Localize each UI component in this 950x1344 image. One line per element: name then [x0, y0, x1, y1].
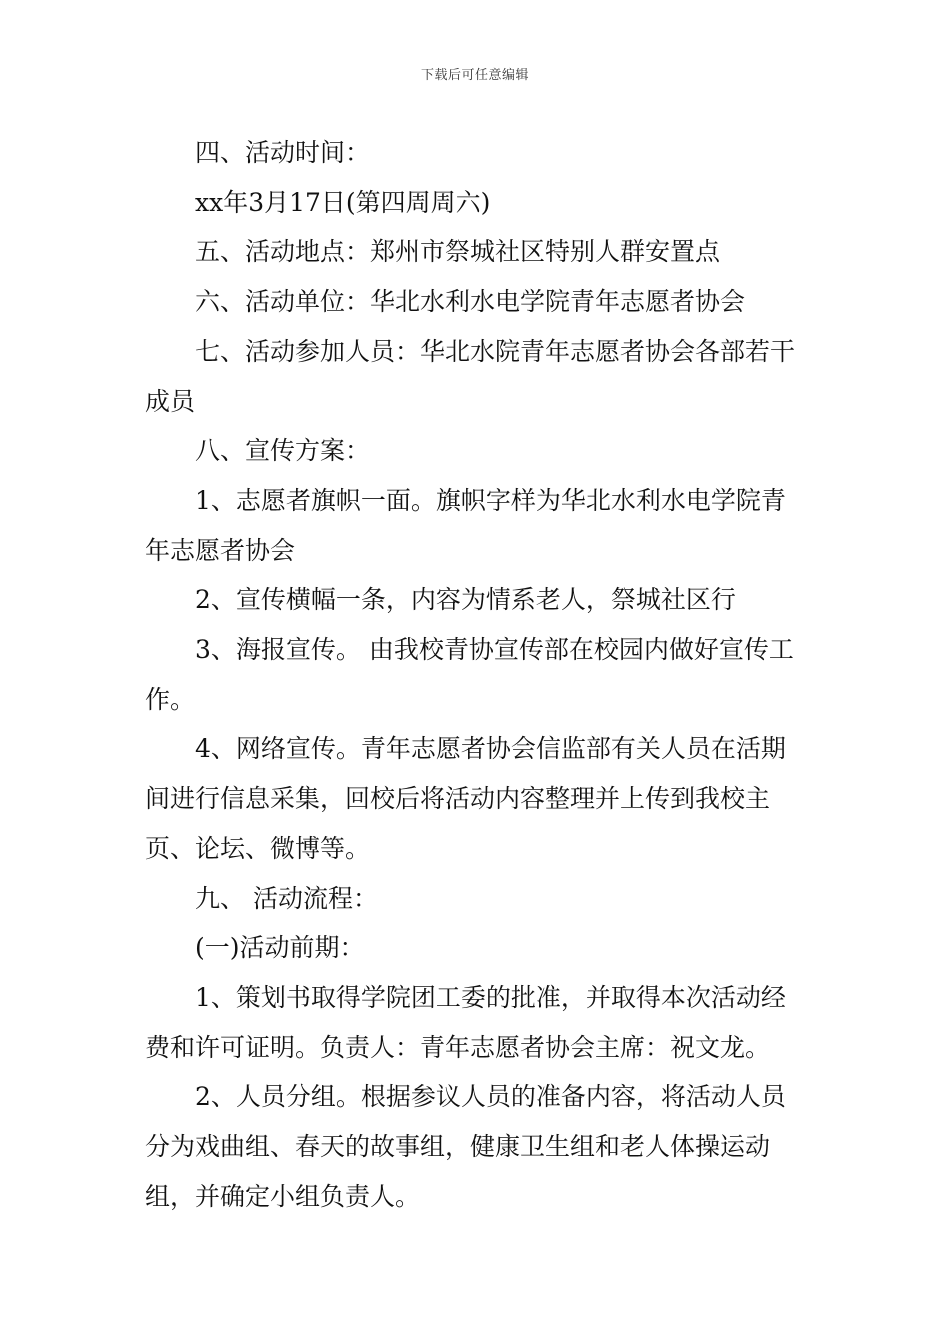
section-heading-organizer: 六、活动单位：华北水利水电学院青年志愿者协会	[195, 287, 746, 317]
section-heading-process: 九、 活动流程：	[195, 883, 378, 913]
section-heading-publicity: 八、宣传方案：	[195, 436, 371, 466]
publicity-item-online: 4、网络宣传。青年志愿者协会信监部有关人员在活期间进行信息采集，回校后将活动内容整理并上传到我校主页、论坛、微博等。	[145, 734, 786, 863]
preparation-item-grouping: 2、人员分组。根据参议人员的准备内容，将活动人员分为戏曲组、春天的故事组，健康卫生组和老人体操运动组，并确定小组负责人。	[145, 1082, 786, 1211]
subsection-heading-preparation: (一)活动前期：	[195, 933, 365, 963]
document-body	[145, 128, 807, 1221]
paragraph-date: xx年3月17日(第四周周六)	[195, 187, 491, 217]
section-heading-time: 四、活动时间：	[195, 138, 371, 167]
section-heading-participants: 七、活动参加人员：华北水院青年志愿者协会各部若干成员	[145, 336, 796, 416]
preparation-item-approval: 1、策划书取得学院团工委的批准，并取得本次活动经费和许可证明。负责人：青年志愿者协会主席：祝文龙。	[145, 982, 786, 1062]
publicity-item-poster: 3、海报宣传。 由我校青协宣传部在校园内做好宣传工作。	[145, 635, 794, 714]
publicity-item-flag: 1、志愿者旗帜一面。旗帜字样为华北水利水电学院青年志愿者协会	[145, 485, 786, 565]
page-header-note: 下载后可任意编辑	[420, 68, 529, 83]
publicity-item-banner: 2、宣传横幅一条，内容为情系老人，祭城社区行	[195, 585, 736, 615]
section-heading-location: 五、活动地点：郑州市祭城社区特别人群安置点	[195, 237, 721, 267]
